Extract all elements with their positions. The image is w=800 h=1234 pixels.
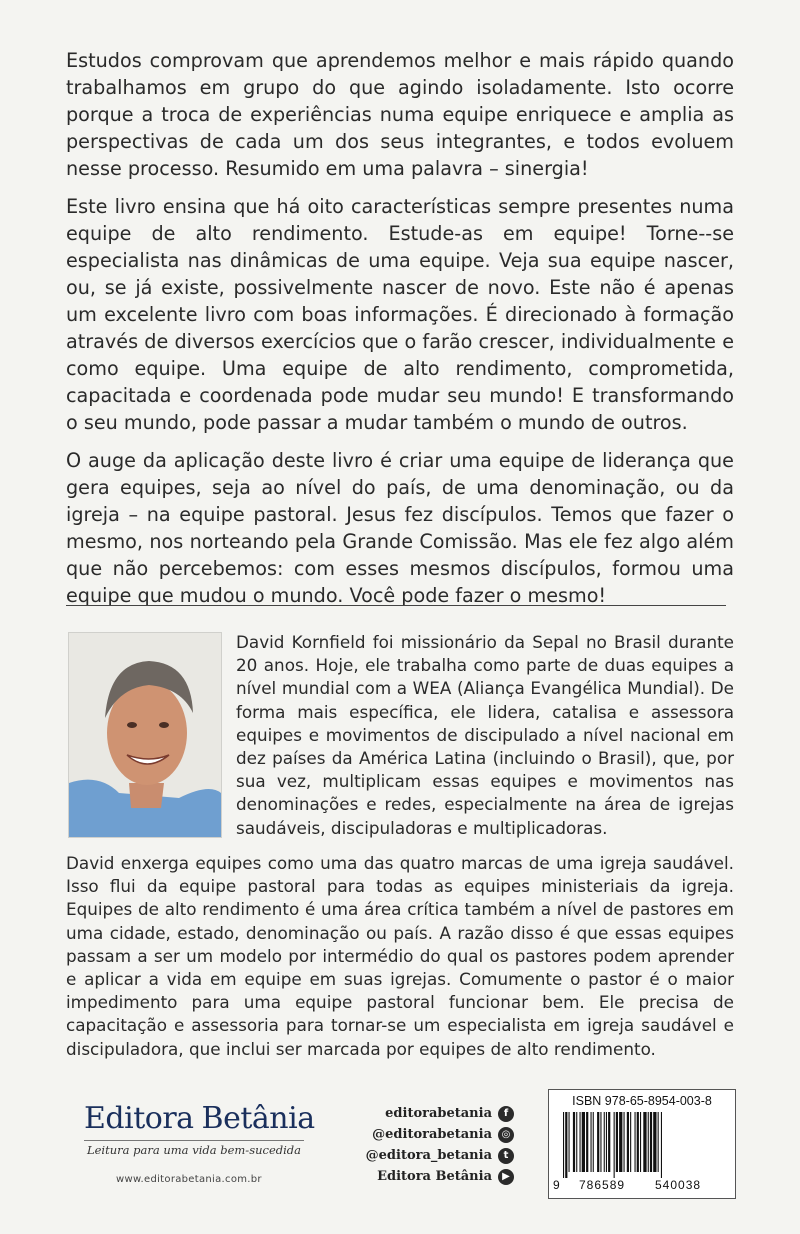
blurb-paragraph-1: Estudos comprovam que aprendemos melhor e mais rápido quando trabalhamos em grupo do que agindo isoladamente. Isto ocorre porque a troca de experiências numa equipe enriquece e amplia as perspectivas de cada um dos seus integrantes, e todos evoluem nesse processo. Resumido em uma palavra – sinergia! — [66, 49, 734, 180]
barcode-bar — [619, 1112, 622, 1172]
barcode-bar — [606, 1112, 607, 1172]
blurb-paragraph-2: Este livro ensina que há oito características sempre presentes numa equipe de alto rendimento. Estude-as em equipe! Torne--se especialista nas dinâmicas de uma equipe. Veja sua equipe nascer, ou, se já existe, possivelmente nascer de novo. Este não é apenas um excelente livro com boas informações. É direcionado à formação através de diversos exercícios que o farão crescer, individualmente e como equipe. Uma equipe de alto rendimento, comprometida, capacitada e coordenada pode mudar seu mundo! E transformando o seu mundo, pode passar a mudar também o mundo de outros. — [66, 195, 734, 434]
author-photo — [68, 632, 222, 838]
isbn-digits-left: 786589 — [579, 1178, 626, 1192]
social-handle: @editorabetania — [372, 1127, 492, 1142]
section-divider — [66, 605, 726, 606]
barcode-bar — [580, 1112, 581, 1172]
social-handle: @editora_betania — [365, 1148, 492, 1163]
barcode-bar — [658, 1112, 659, 1172]
social-instagram[interactable] — [352, 1124, 514, 1145]
isbn-label: ISBN 978-65-8954-003-8 — [572, 1094, 712, 1108]
barcode-bar — [591, 1112, 592, 1172]
publisher-name-right: Betânia — [201, 1100, 315, 1136]
barcode-bar — [608, 1112, 610, 1172]
barcode-graphic — [563, 1112, 721, 1178]
publisher-logo — [84, 1098, 315, 1157]
barcode-bar — [582, 1112, 585, 1172]
publisher-url[interactable]: www.editorabetania.com.br — [116, 1174, 262, 1185]
social-youtube[interactable] — [352, 1166, 514, 1187]
blurb-paragraph-3: O auge da aplicação deste livro é criar uma equipe de liderança que gera equipes, seja ao nível do país, de uma denominação, ou da igreja – na equipe pastoral. Jesus fez discípulos. Temos que fazer o mesmo, nos norteando pela Grande Comissão. Mas ele fez algo além que não percebemos: com esses mesmos discípulos, formou uma equipe que mudou o mundo. Você pode fazer o mesmo! — [66, 449, 734, 607]
social-handle: editorabetania — [385, 1106, 492, 1121]
barcode-bar — [569, 1112, 570, 1172]
barcode-bar — [650, 1112, 652, 1172]
barcode-bar — [630, 1112, 631, 1172]
barcode-bar — [604, 1112, 605, 1172]
barcode-bar — [616, 1112, 618, 1172]
social-facebook[interactable] — [352, 1103, 514, 1124]
youtube-icon: ▶ — [498, 1169, 514, 1185]
instagram-icon: ◎ — [498, 1127, 514, 1143]
facebook-icon: f — [498, 1106, 514, 1122]
author-bio-continued: David enxerga equipes como uma das quatro marcas de uma igreja saudável. Isso flui da equipe pastoral para todas as equipes ministeriais da igreja. Equipes de alto rendimento é uma área crítica também a nível de pastores em uma cidade, estado, denominação ou país. A razão disso é que essas equipes passam a ser um modelo por intermédio do qual os pastores podem aprender e aplicar a vida em equipe em suas igrejas. Comumente o pastor é o maior impedimento para uma equipe pastoral funcionar bem. Ele precisa de capacitação e assessoria para tornar-se um especialista em igreja saudável e discipuladora, que inclui ser marcada por equipes de alto rendimento. — [66, 853, 734, 1059]
barcode-bar — [627, 1112, 629, 1172]
author-bio: David Kornfield foi missionário da Sepal no Brasil durante 20 anos. Hoje, ele trabalha como parte de duas equipes a nível mundial com a WEA (Aliança Evangélica Mundial). De forma mais específica, ele lidera, catalisa e assessora equipes e movimentos de discipulado a nível nacional em dez países da América Latina (incluindo o Brasil), que, por sua vez, multiplicam essas equipes e movimentos nas denominações e redes, especialmente na área de igrejas saudáveis, discipuladoras e multiplicadoras. — [236, 632, 734, 838]
barcode-bar — [597, 1112, 599, 1172]
social-links — [352, 1103, 514, 1187]
barcode-bar — [563, 1112, 564, 1178]
barcode-bar — [614, 1112, 615, 1178]
social-twitter[interactable] — [352, 1145, 514, 1166]
isbn-digit-first: 9 — [553, 1178, 560, 1192]
publisher-name-left: Editora — [84, 1100, 194, 1136]
barcode-bar — [640, 1112, 641, 1172]
back-cover-blurb — [66, 47, 734, 620]
twitter-icon: t — [498, 1148, 514, 1164]
barcode-bar — [565, 1112, 567, 1178]
barcode-bar — [573, 1112, 575, 1172]
barcode-bar — [586, 1112, 588, 1172]
barcode-bar — [643, 1112, 646, 1172]
barcode-bar — [624, 1112, 625, 1172]
isbn-barcode-box — [548, 1089, 736, 1199]
barcode-bar — [637, 1112, 639, 1172]
isbn-digits-right: 540038 — [655, 1178, 702, 1192]
barcode-bar — [635, 1112, 636, 1172]
publisher-tagline: Leitura para uma vida bem-sucedida — [84, 1140, 304, 1157]
barcode-bar — [653, 1112, 656, 1172]
barcode-bar — [661, 1112, 662, 1178]
barcode-bar — [576, 1112, 577, 1172]
social-handle: Editora Betânia — [377, 1169, 492, 1184]
barcode-bar — [593, 1112, 594, 1172]
barcode-bar — [648, 1112, 649, 1172]
barcode-bar — [600, 1112, 601, 1172]
